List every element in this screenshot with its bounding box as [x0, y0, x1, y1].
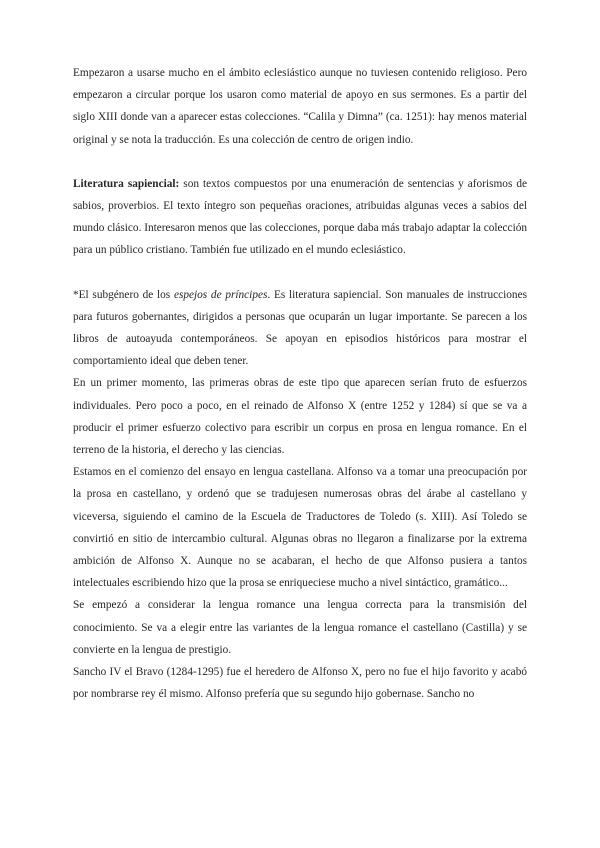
paragraph-literatura-sapiencial — [73, 173, 527, 262]
paragraph-intro: *El subgénero de los — [73, 288, 174, 301]
paragraph-lengua-romance: Se empezó a considerar la lengua romance una lengua correcta para la transmisión del conocimiento. Se va a elegir entre las variantes de la lengua romance el castellano (Castilla) y se convierte en la lengua de prestigio. — [73, 599, 527, 656]
paragraph-espejos-de-principes — [73, 284, 527, 373]
paragraph-sancho-iv: Sancho IV el Bravo (1284-1295) fue el heredero de Alfonso X, pero no fue el hijo favorito y acabó por nombrarse rey él mismo. Alfonso prefería que su segundo hijo gobernase. Sancho no — [73, 666, 527, 701]
paragraph-body: son textos compuestos por una enumeración de sentencias y aforismos de sabios, proverbios. El texto íntegro son pequeñas oraciones, atribuidas algunas veces a sabios del mundo clásico. Interesaron menos que las colecciones, porque daba más trabajo adaptar la colección para un público cristiano. También fue utilizado en el mundo eclesiástico. — [73, 177, 528, 257]
paragraph-colecciones: Empezaron a usarse mucho en el ámbito eclesiástico aunque no tuviesen contenido religioso. Pero empezaron a circular porque los usaron como material de apoyo en sus sermones. Es a partir del siglo XIII donde van a aparecer estas colecciones. “Calila y Dimna” (ca. 1251): hay menos material original y se nota la traducción. Es una colección de centro de origen indio. — [73, 67, 527, 146]
text-column — [73, 62, 527, 705]
paragraph-primer-momento: En un primer momento, las primeras obras de este tipo que aparecen serían fruto de esfuerzos individuales. Pero poco a poco, en el reinado de Alfonso X (entre 1252 y 1284) sí que se va a producir el primer esfuerzo colectivo para escribir un corpus en prosa en lengua romance. En el terreno de la historia, el derecho y las ciencias. — [73, 377, 527, 457]
section-heading: Literatura sapiencial: — [73, 177, 180, 190]
paragraph-ensayo-castellano: Estamos en el comienzo del ensayo en lengua castellana. Alfonso va a tomar una preocupación por la prosa en castellano, y ordenó que se tradujesen numerosas obras del árabe al castellano y viceversa, siguiendo el camino de la Escuela de Traductores de Toledo (s. XIII). Así Toledo se convirtió en sitio de intercambio cultural. Algunas obras no llegaron a finalizarse por la extrema ambición de Alfonso X. Aunque no se acabaran, el hecho de que Alfonso pusiera a tantos intelectuales escribiendo hizo que la prosa se enriqueciese mucho a nivel sintáctico, gramático... — [73, 466, 527, 590]
italic-term: espejos de príncipes — [173, 288, 268, 301]
paragraph-body: . Es literatura sapiencial. Son manuales de instrucciones para futuros gobernantes, dirigidos a personas que ocuparán un lugar importante. Se parecen a los libros de autoayuda contemporáneos. Se apoyan en episodios históricos para mostrar el comportamiento ideal que deben tener. — [73, 288, 527, 368]
